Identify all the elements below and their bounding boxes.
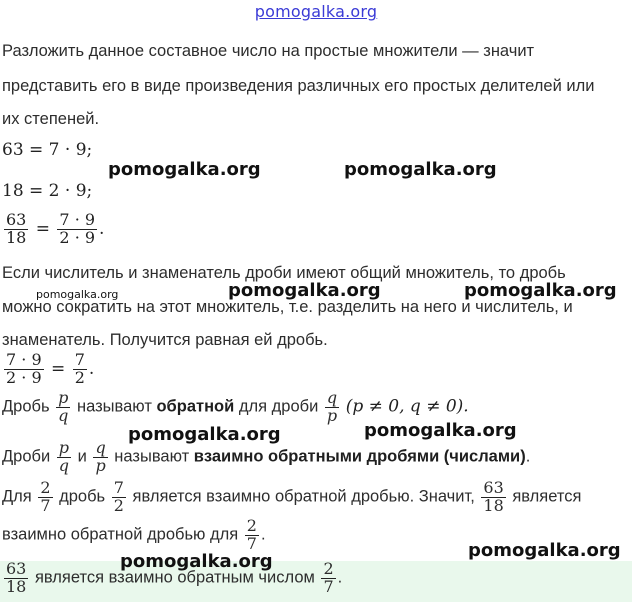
fraction-63-18-conclusion: $\frac{63}{18}$ bbox=[6, 559, 27, 596]
watermark: pomogalka.org bbox=[120, 551, 273, 572]
mutual-fractions-definition: Дроби $\frac{p}{q}$ и $\frac{q}{p}$ называют взаимно обратными дробями (числами). bbox=[2, 438, 531, 475]
equation-fraction-63-18: $\frac{63}{18}$ = $\frac{7 \cdot 9}{2 \cdot 9}$ . bbox=[6, 210, 105, 247]
fraction-q-p-2: $\frac{q}{p}$ bbox=[95, 438, 106, 475]
reverse-fraction-definition: Дробь $\frac{p}{q}$ называют обратной для дроби $\frac{q}{p}$ (p ≠ 0, q ≠ 0). bbox=[2, 388, 469, 425]
watermark: pomogalka.org bbox=[128, 424, 281, 445]
fraction-7x9-2x9: $\frac{7 \cdot 9}{2 \cdot 9}$ bbox=[59, 210, 96, 247]
fraction-p-q: $\frac{p}{q}$ bbox=[58, 388, 69, 425]
equation-63: 63 = 7 · 9; bbox=[2, 140, 93, 160]
fraction-7-2: $\frac{7}{2}$ bbox=[74, 350, 85, 387]
example-line-2: взаимно обратной дробью для $\frac{2}{7}$ . bbox=[2, 516, 266, 553]
conclusion-line: $\frac{63}{18}$ является взаимно обратным числом $\frac{2}{7}$ . bbox=[6, 559, 343, 596]
watermark: pomogalka.org bbox=[364, 420, 517, 441]
equation-cancel: $\frac{7 \cdot 9}{2 \cdot 9}$ = $\frac{7}{2}$ . bbox=[6, 350, 95, 387]
fraction-63-18: $\frac{63}{18}$ bbox=[6, 210, 27, 247]
fraction-q-p: $\frac{q}{p}$ bbox=[326, 388, 338, 425]
fraction-63-18-example: $\frac{63}{18}$ bbox=[483, 478, 504, 515]
fraction-2-7-example: $\frac{2}{7}$ bbox=[246, 516, 257, 553]
watermark: pomogalka.org bbox=[468, 540, 621, 561]
common-factor-line-1: Если числитель и знаменатель дроби имеют общий множитель, то дробь bbox=[2, 264, 566, 282]
site-title-link[interactable]: pomogalka.org bbox=[254, 2, 378, 21]
watermark: pomogalka.org bbox=[108, 159, 261, 180]
watermark: pomogalka.org bbox=[228, 280, 381, 301]
fraction-2-7-conclusion: $\frac{2}{7}$ bbox=[323, 559, 334, 596]
fraction-p-q-2: $\frac{p}{q}$ bbox=[58, 438, 70, 475]
fraction-7-2-example: $\frac{7}{2}$ bbox=[113, 478, 124, 515]
fraction-7x9-2x9-cancel: $\frac{7 \cdot 9}{2 \cdot 9}$ bbox=[6, 350, 42, 387]
intro-line-3: их степеней. bbox=[2, 110, 100, 128]
example-line-1: Для $\frac{2}{7}$ дробь $\frac{7}{2}$ является взаимно обратной дробью. Значит, $\frac{63}{18}$ является bbox=[2, 478, 582, 515]
common-factor-line-2: можно сократить на этот множитель, т.е. разделить на него и числитель, и bbox=[2, 298, 573, 316]
intro-line-1: Разложить данное составное число на простые множители — значит bbox=[2, 42, 535, 60]
equation-18: 18 = 2 · 9; bbox=[2, 181, 93, 201]
common-factor-line-3: знаменатель. Получится равная ей дробь. bbox=[2, 331, 328, 349]
watermark-small: pomogalka.org bbox=[36, 288, 119, 301]
fraction-2-7: $\frac{2}{7}$ bbox=[40, 478, 51, 515]
intro-line-2: представить его в виде произведения различных его простых делителей или bbox=[2, 77, 595, 95]
watermark: pomogalka.org bbox=[464, 280, 617, 301]
watermark: pomogalka.org bbox=[344, 159, 497, 180]
